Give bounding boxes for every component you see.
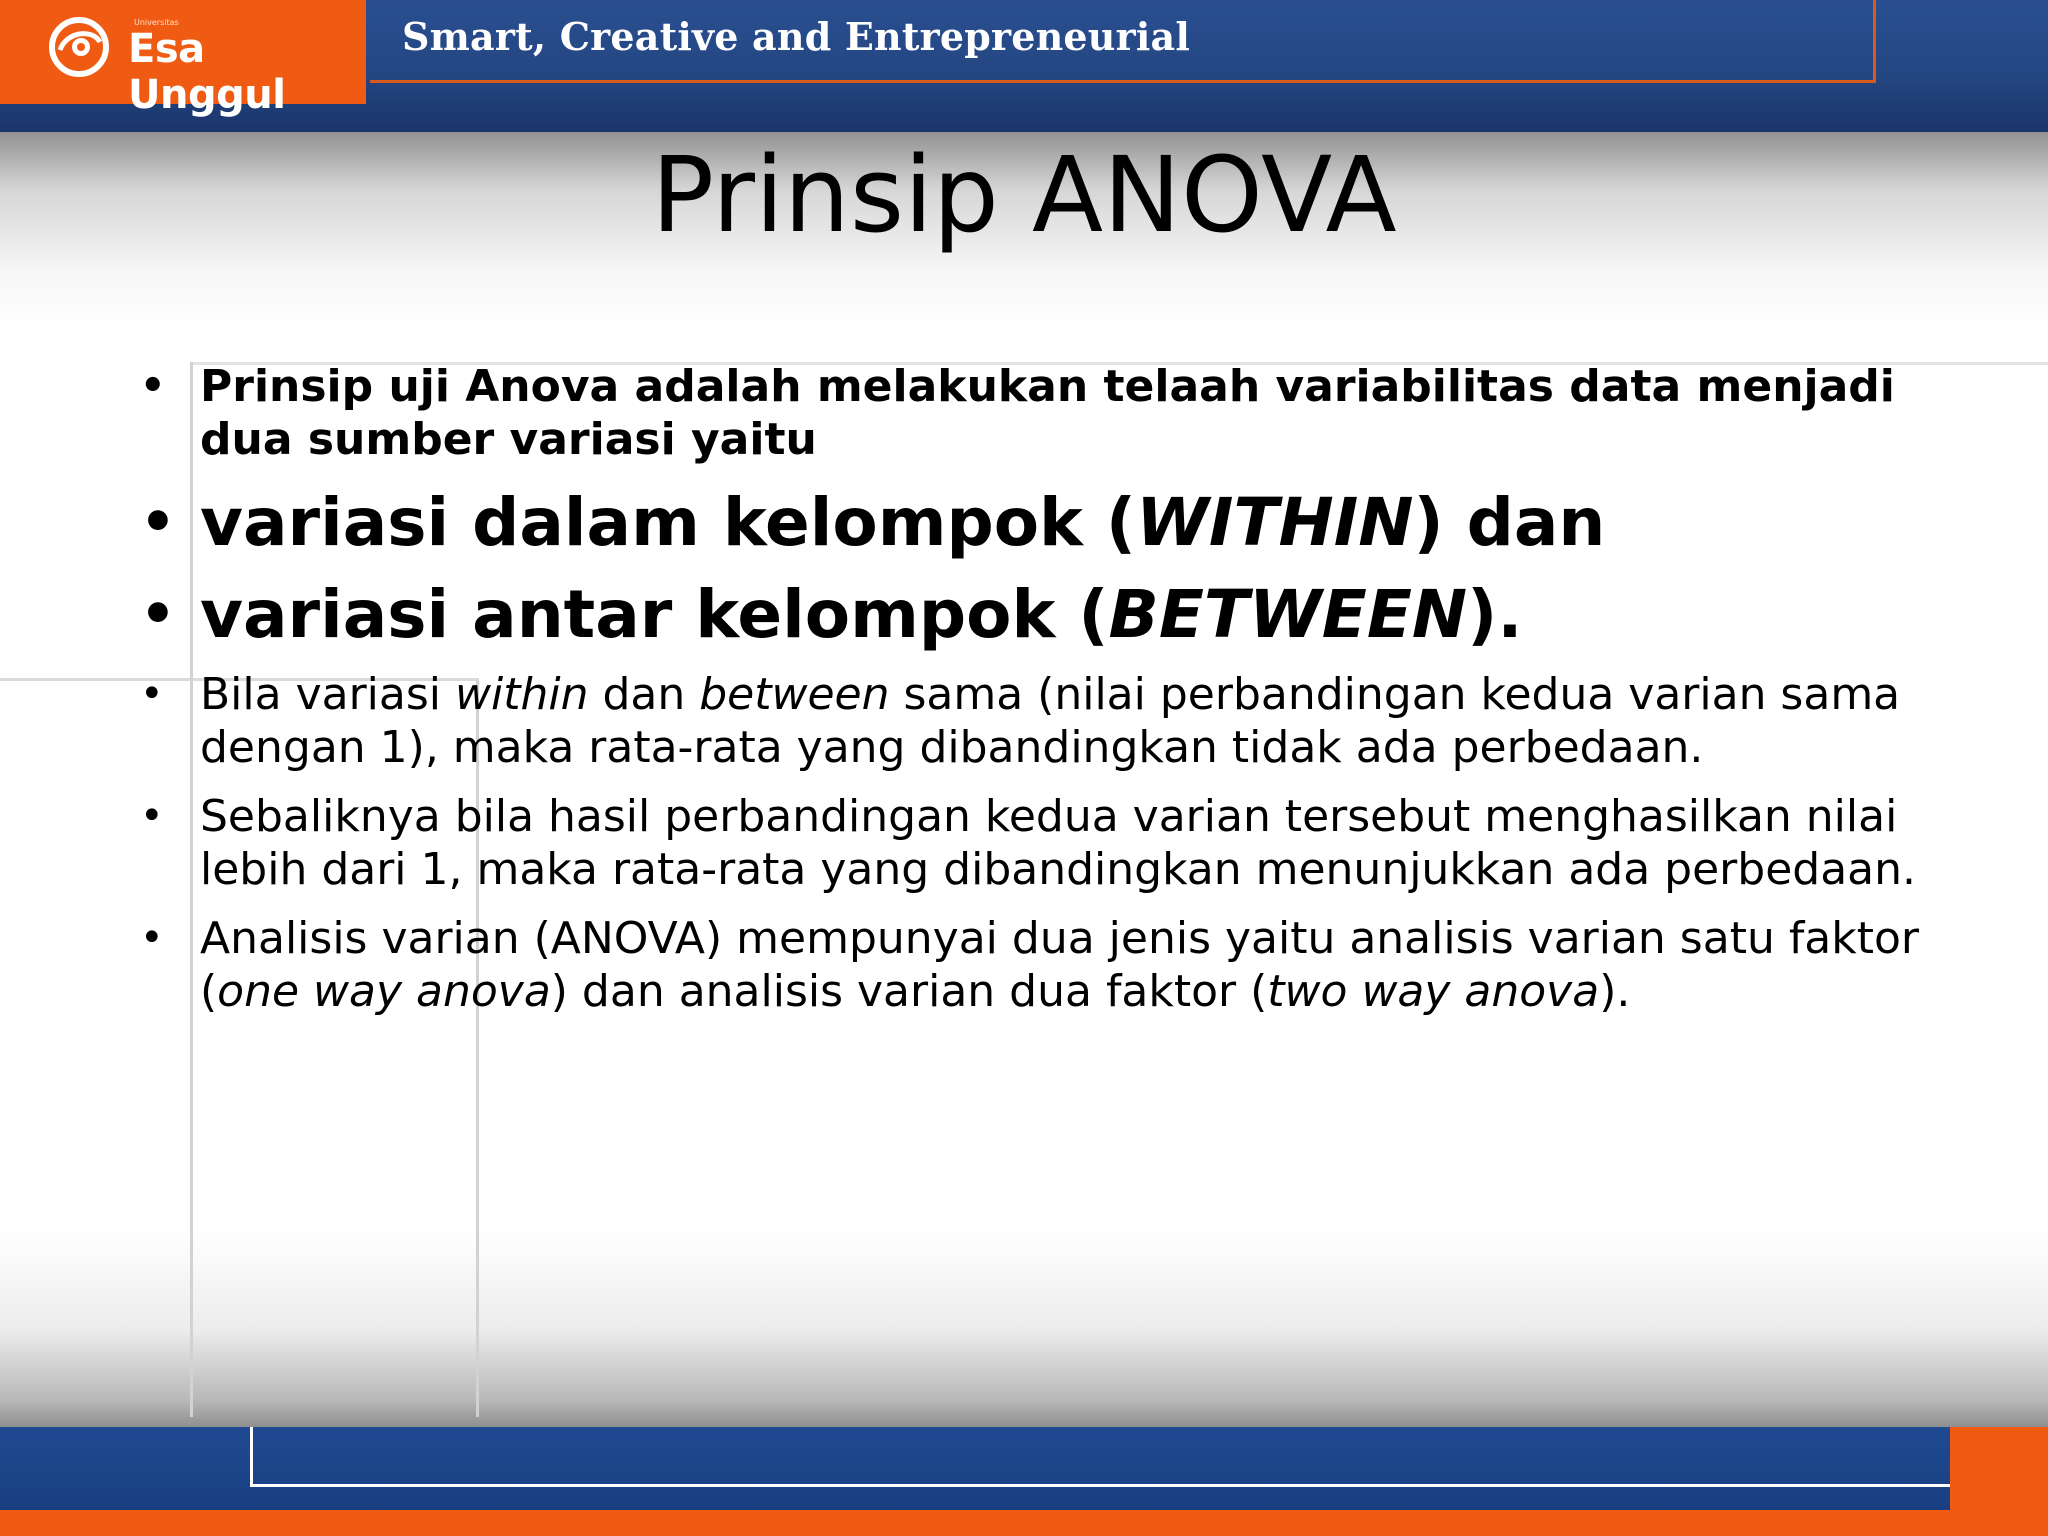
header-accent-line <box>1873 0 1876 83</box>
bullet-text: Bila variasi <box>200 669 455 720</box>
bullet-emphasis: WITHIN <box>1136 484 1414 561</box>
bullet-item <box>140 668 1930 774</box>
bullet-emphasis: two way anova <box>1267 966 1600 1017</box>
bullet-item <box>140 360 1930 466</box>
header-tagline: Smart, Creative and Entrepreneurial <box>402 14 1190 59</box>
bullet-item <box>140 572 1930 658</box>
bullet-text: variasi antar kelompok ( <box>200 576 1109 653</box>
slide-title: Prinsip ANOVA <box>651 134 1397 256</box>
logo-text: Esa Unggul <box>128 26 286 118</box>
bullet-emphasis: within <box>455 669 589 720</box>
bullet-icon: • <box>140 490 176 555</box>
bullet-item <box>140 790 1930 896</box>
bullet-icon: • <box>140 915 164 961</box>
footer-accent-block <box>1950 1427 2048 1517</box>
background-bottom-gradient <box>0 1230 2048 1430</box>
bullet-text: sama (nilai perbandingan kedua varian sama dengan 1), maka rata-rata yang dibandingkan tidak ada perbedaan. <box>200 669 1901 773</box>
footer-orange-strip <box>0 1510 2048 1536</box>
bullet-icon: • <box>140 671 164 717</box>
bullet-list <box>140 360 1930 1018</box>
bullet-text: variasi dalam kelompok ( <box>200 484 1137 561</box>
header-accent-line <box>370 80 1875 83</box>
bullet-text: ). <box>1467 576 1523 653</box>
bullet-text: ) dan analisis varian dua faktor ( <box>550 966 1268 1017</box>
bullet-text: Sebaliknya bila hasil perbandingan kedua varian tersebut menghasilkan nilai lebih dari 1, maka rata-rata yang dibandingkan menunjukkan ada perbedaan. <box>200 791 1916 895</box>
bullet-emphasis: one way anova <box>217 966 551 1017</box>
bullet-item <box>140 480 1930 566</box>
bullet-icon: • <box>140 582 176 647</box>
bullet-emphasis: BETWEEN <box>1108 576 1468 653</box>
bullet-text: Prinsip uji Anova adalah melakukan telaah variabilitas data menjadi dua sumber variasi yaitu <box>200 361 1895 465</box>
bullet-icon: • <box>140 793 164 839</box>
bullet-text: dan <box>588 669 700 720</box>
bullet-text: Analisis varian (ANOVA) mempunyai dua jenis yaitu analisis varian satu faktor ( <box>200 913 1920 1017</box>
footer-accent-line <box>250 1484 1950 1487</box>
bullet-text: ) dan <box>1413 484 1606 561</box>
bullet-text: ). <box>1599 966 1631 1017</box>
university-logo <box>0 0 366 118</box>
logo-small-text: Universitas <box>134 18 179 27</box>
bullet-emphasis: between <box>699 669 890 720</box>
bullet-item <box>140 912 1930 1018</box>
footer-accent-line <box>250 1427 253 1487</box>
logo-emblem-icon <box>46 14 112 80</box>
bullet-icon: • <box>140 363 166 409</box>
footer-bar <box>0 1427 2048 1517</box>
